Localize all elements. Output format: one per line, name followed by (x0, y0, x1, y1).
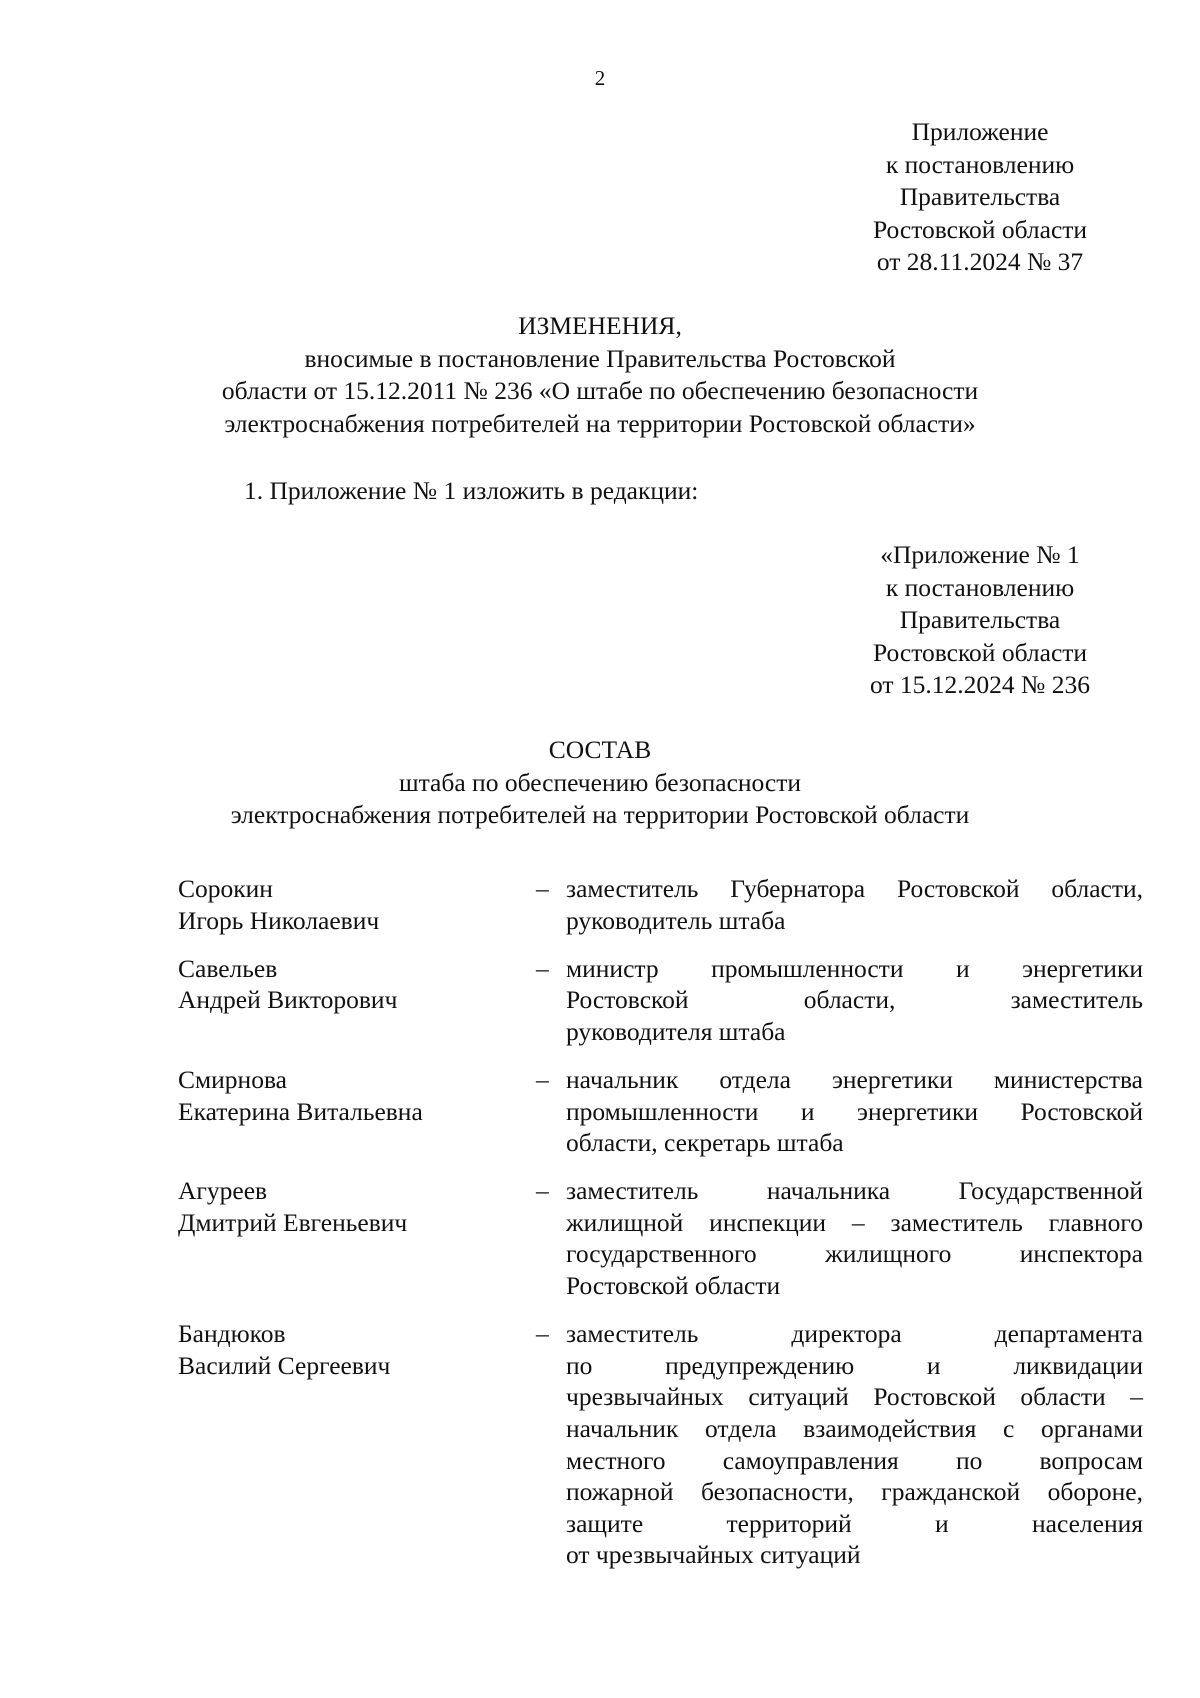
member-given-names: Екатерина Витальевна (178, 1096, 423, 1126)
member-role-line: заместитель начальника Государственной (566, 1176, 1143, 1206)
member-role-line: Ростовской области, заместитель (566, 985, 1143, 1015)
member-entry (178, 1318, 1143, 1571)
member-role (566, 873, 1143, 936)
member-role-line: местного самоуправления по вопросам (566, 1445, 1143, 1475)
member-dash: – (536, 953, 549, 983)
member-role-line: заместитель директора департамента (566, 1319, 1143, 1349)
member-entry (178, 1064, 1143, 1159)
member-role-line: министр промышленности и энергетики (566, 953, 1143, 983)
appendix1-header-line: Правительства (899, 605, 1061, 634)
appendix1-header-line: к постановлению (885, 572, 1075, 602)
member-given-names: Андрей Викторович (178, 985, 398, 1015)
member-role-line: начальник отдела энергетики министерства (566, 1064, 1143, 1094)
changes-subtitle-line: электроснабжения потребителей на территории Ростовской области» (224, 408, 976, 438)
member-role (566, 1318, 1143, 1571)
appendix-header-line: от 28.11.2024 № 37 (876, 247, 1084, 276)
member-surname: Смирнова (178, 1064, 287, 1094)
appendix-header-line: Приложение (911, 117, 1049, 146)
changes-title (0, 310, 1200, 440)
appendix1-header (835, 539, 1125, 702)
member-role-line: начальник отдела взаимодействия с органами (566, 1413, 1143, 1443)
member-role-line: по предупреждению и ликвидации (566, 1350, 1143, 1380)
page-number: 2 (594, 66, 606, 90)
appendix-header-line: Правительства (899, 182, 1061, 211)
member-entry (178, 1175, 1143, 1301)
member-role-line: заместитель Губернатора Ростовской области, (566, 874, 1143, 903)
member-role-line: области, секретарь штаба (566, 1128, 844, 1158)
member-name (178, 873, 536, 936)
appendix-header-line: Ростовской области (872, 214, 1088, 244)
changes-subtitle-line: вносимые в постановление Правительства Ростовской (304, 343, 896, 373)
member-dash: – (536, 1319, 549, 1349)
member-name (178, 953, 536, 1048)
member-role-line: чрезвычайных ситуаций Ростовской области – (566, 1382, 1143, 1412)
member-dash: – (536, 1064, 549, 1094)
composition-heading: СОСТАВ (548, 735, 652, 764)
member-given-names: Игорь Николаевич (178, 905, 380, 935)
composition-subtitle-line: штаба по обеспечению безопасности (398, 767, 802, 797)
appendix-header (835, 116, 1125, 279)
member-role-line: государственного жилищного инспектора (566, 1239, 1143, 1269)
member-role-line: пожарной безопасности, гражданской обороне, (566, 1477, 1143, 1507)
composition-subtitle-line: электроснабжения потребителей на территории Ростовской области (230, 800, 970, 829)
member-given-names: Василий Сергеевич (178, 1350, 391, 1380)
member-role-line: защите территорий и населения (566, 1508, 1143, 1538)
member-role-line: промышленности и энергетики Ростовской (566, 1096, 1143, 1126)
member-role (566, 1064, 1143, 1159)
appendix1-header-line: «Приложение № 1 (880, 540, 1080, 569)
member-given-names: Дмитрий Евгеньевич (178, 1207, 408, 1237)
member-entry (178, 873, 1143, 936)
member-surname: Агуреев (178, 1176, 268, 1206)
member-surname: Сорокин (178, 874, 273, 903)
member-dash: – (536, 1176, 549, 1206)
member-name (178, 1064, 536, 1159)
appendix-header-line: к постановлению (885, 149, 1075, 179)
composition-title (0, 734, 1200, 832)
member-name (178, 1318, 536, 1571)
member-role-line: Ростовской области (566, 1271, 781, 1301)
member-role (566, 953, 1143, 1048)
changes-subtitle-line: области от 15.12.2011 № 236 «О штабе по обеспечению безопасности (221, 376, 979, 405)
member-name (178, 1175, 536, 1301)
appendix1-header-line: Ростовской области (872, 637, 1088, 667)
member-role-line: от чрезвычайных ситуаций (566, 1540, 861, 1570)
point-one-paragraph: 1. Приложение № 1 изложить в редакции: (244, 476, 699, 505)
member-role (566, 1175, 1143, 1301)
member-dash: – (536, 874, 549, 903)
member-surname: Савельев (178, 953, 278, 983)
changes-heading: ИЗМЕНЕНИЯ, (518, 311, 682, 340)
member-entry (178, 953, 1143, 1048)
member-role-line: жилищной инспекции – заместитель главного (566, 1207, 1143, 1237)
appendix1-header-line: от 15.12.2024 № 236 (869, 670, 1090, 699)
member-role-line: руководителя штаба (566, 1016, 786, 1046)
members-list (178, 873, 1143, 1587)
member-surname: Бандюков (178, 1319, 286, 1349)
member-role-line: руководитель штаба (566, 905, 786, 935)
